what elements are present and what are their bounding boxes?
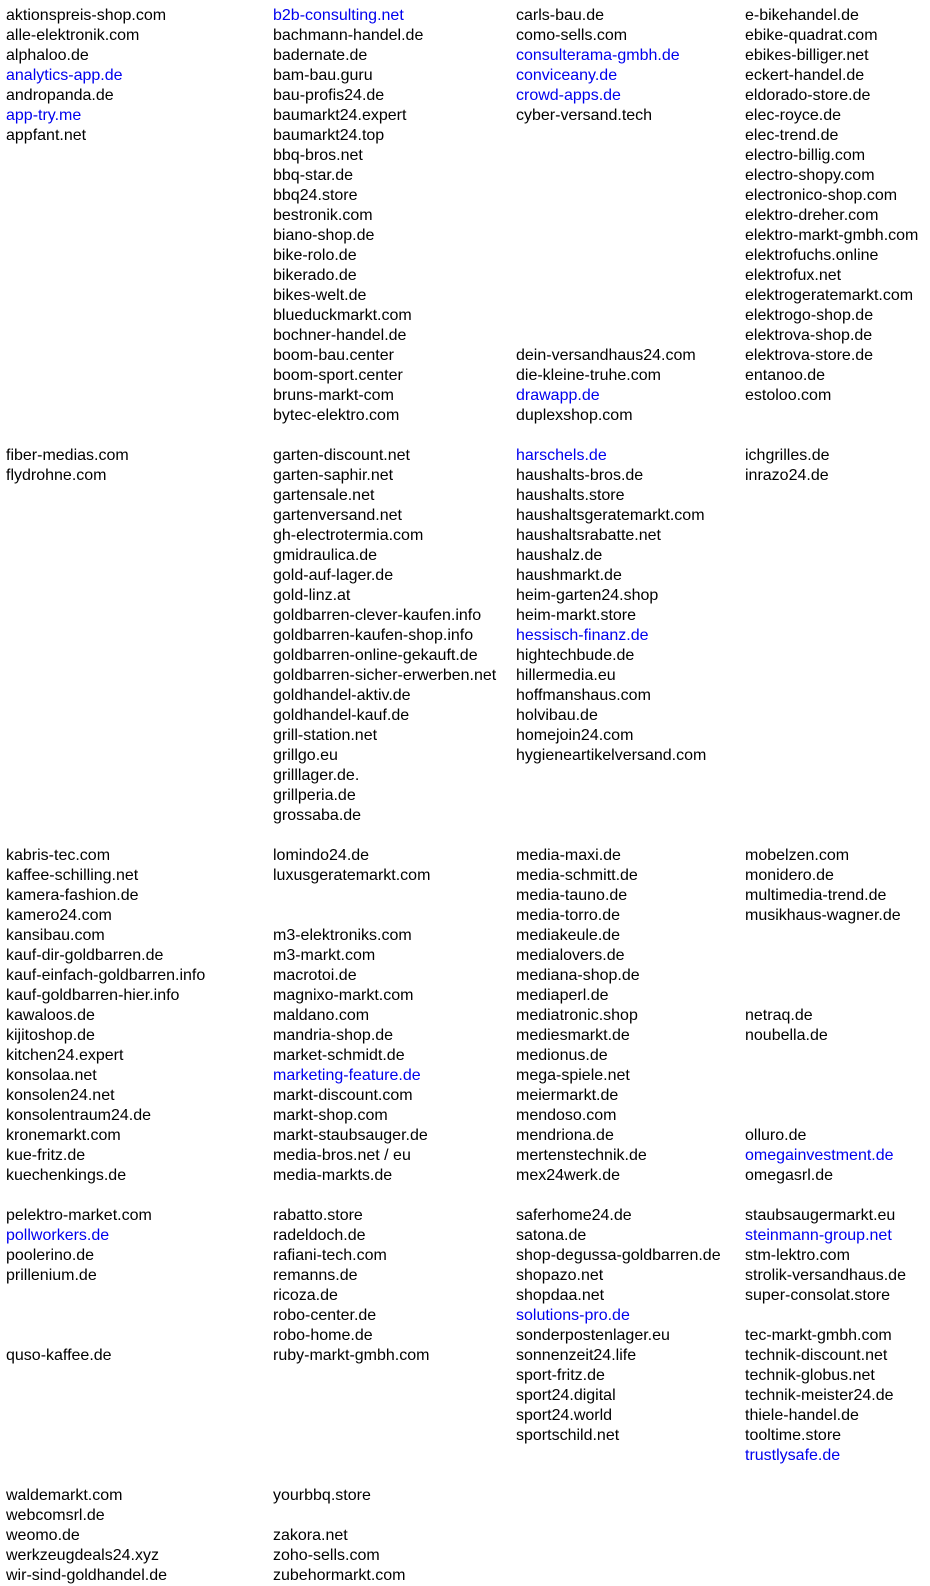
domain-entry: yourbbq.store [273, 1487, 371, 1504]
domain-entry: electro-billig.com [745, 147, 866, 164]
domain-entry: e-bikehandel.de [745, 7, 859, 24]
domain-entry: konsolaa.net [6, 1067, 97, 1084]
domain-entry: kaffee-schilling.net [6, 867, 139, 884]
domain-entry: sonderpostenlager.eu [516, 1327, 670, 1344]
domain-entry: entanoo.de [745, 367, 826, 384]
domain-entry: media-bros.net / eu [273, 1147, 411, 1164]
domain-entry: kauf-goldbarren-hier.info [6, 987, 180, 1004]
domain-entry: prillenium.de [6, 1267, 97, 1284]
domain-entry: satona.de [516, 1227, 587, 1244]
domain-entry: shop-degussa-goldbarren.de [516, 1247, 721, 1264]
domain-entry: meiermarkt.de [516, 1087, 619, 1104]
domain-entry: robo-home.de [273, 1327, 373, 1344]
domain-entry: estoloo.com [745, 387, 832, 404]
domain-entry: zakora.net [273, 1527, 348, 1544]
domain-entry: multimedia-trend.de [745, 887, 887, 904]
domain-link[interactable]: pollworkers.de [6, 1227, 110, 1244]
domain-entry: markt-shop.com [273, 1107, 388, 1124]
domain-entry: tec-markt-gmbh.com [745, 1327, 892, 1344]
domain-link[interactable]: solutions-pro.de [516, 1307, 630, 1324]
domain-entry: ricoza.de [273, 1287, 338, 1304]
domain-entry: sport24.world [516, 1407, 613, 1424]
domain-entry: markt-staubsauger.de [273, 1127, 428, 1144]
domain-entry: ruby-markt-gmbh.com [273, 1347, 430, 1364]
domain-entry: elektrova-store.de [745, 347, 874, 364]
domain-entry: heim-markt.store [516, 607, 637, 624]
domain-entry: mex24werk.de [516, 1167, 621, 1184]
domain-link[interactable]: consulterama-gmbh.de [516, 47, 680, 64]
domain-entry: carls-bau.de [516, 7, 605, 24]
domain-entry: magnixo-markt.com [273, 987, 414, 1004]
domain-entry: dein-versandhaus24.com [516, 347, 696, 364]
domain-entry: sport24.digital [516, 1387, 616, 1404]
domain-entry: bikerado.de [273, 267, 357, 284]
domain-entry: kansibau.com [6, 927, 105, 944]
domain-entry: waldemarkt.com [6, 1487, 123, 1504]
domain-entry: elec-trend.de [745, 127, 839, 144]
domain-link[interactable]: b2b-consulting.net [273, 7, 404, 24]
domain-entry: kamero24.com [6, 907, 112, 924]
domain-entry: duplexshop.com [516, 407, 633, 424]
domain-entry: bachmann-handel.de [273, 27, 424, 44]
domain-entry: bikes-welt.de [273, 287, 367, 304]
domain-entry: blueduckmarkt.com [273, 307, 412, 324]
domain-entry: tooltime.store [745, 1427, 842, 1444]
domain-entry: maldano.com [273, 1007, 370, 1024]
domain-entry: mobelzen.com [745, 847, 850, 864]
domain-entry: mediatronic.shop [516, 1007, 638, 1024]
domain-entry: poolerino.de [6, 1247, 95, 1264]
domain-entry: mediesmarkt.de [516, 1027, 630, 1044]
domain-entry: bau-profis24.de [273, 87, 385, 104]
domain-entry: weomo.de [6, 1527, 80, 1544]
domain-entry: wir-sind-goldhandel.de [6, 1567, 167, 1584]
domain-entry: bbq-bros.net [273, 147, 363, 164]
domain-entry: ebike-quadrat.com [745, 27, 878, 44]
domain-entry: goldbarren-clever-kaufen.info [273, 607, 482, 624]
domain-entry: super-consolat.store [745, 1287, 890, 1304]
domain-entry: pelektro-market.com [6, 1207, 152, 1224]
domain-entry: technik-globus.net [745, 1367, 875, 1384]
domain-entry: markt-discount.com [273, 1087, 413, 1104]
domain-entry: boom-bau.center [273, 347, 394, 364]
domain-entry: market-schmidt.de [273, 1047, 405, 1064]
domain-entry: elektrogeratemarkt.com [745, 287, 914, 304]
domain-entry: radeldoch.de [273, 1227, 366, 1244]
domain-entry: grilllager.de. [273, 767, 360, 784]
domain-link[interactable]: marketing-feature.de [273, 1067, 421, 1084]
domain-entry: m3-markt.com [273, 947, 376, 964]
domain-entry: zubehormarkt.com [273, 1567, 406, 1584]
domain-entry: olluro.de [745, 1127, 807, 1144]
domain-entry: medialovers.de [516, 947, 625, 964]
domain-entry: goldbarren-sicher-erwerben.net [273, 667, 497, 684]
domain-entry: haushmarkt.de [516, 567, 622, 584]
domain-entry: kawaloos.de [6, 1007, 95, 1024]
domain-entry: hillermedia.eu [516, 667, 616, 684]
domain-entry: media-schmitt.de [516, 867, 638, 884]
domain-entry: elektro-dreher.com [745, 207, 879, 224]
domain-entry: electronico-shop.com [745, 187, 898, 204]
domain-entry: remanns.de [273, 1267, 358, 1284]
domain-entry: bbq24.store [273, 187, 358, 204]
domain-entry: bruns-markt-com [273, 387, 394, 404]
domain-entry: werkzeugdeals24.xyz [6, 1547, 159, 1564]
domain-entry: mandria-shop.de [273, 1027, 394, 1044]
domain-entry: kauf-einfach-goldbarren.info [6, 967, 206, 984]
domain-entry: mendoso.com [516, 1107, 617, 1124]
domain-entry: baumarkt24.expert [273, 107, 407, 124]
domain-entry: media-torro.de [516, 907, 621, 924]
domain-entry: grill-station.net [273, 727, 378, 744]
domain-entry: rafiani-tech.com [273, 1247, 387, 1264]
domain-entry: netraq.de [745, 1007, 813, 1024]
domain-entry: elektrofuchs.online [745, 247, 879, 264]
domain-entry: konsolentraum24.de [6, 1107, 151, 1124]
domain-entry: holvibau.de [516, 707, 598, 724]
domain-entry: kabris-tec.com [6, 847, 111, 864]
domain-entry: sport-fritz.de [516, 1367, 605, 1384]
domain-entry: kuechenkings.de [6, 1167, 127, 1184]
domain-entry: electro-shopy.com [745, 167, 875, 184]
domain-entry: haushaltsrabatte.net [516, 527, 661, 544]
domain-entry: musikhaus-wagner.de [745, 907, 901, 924]
domain-entry: technik-discount.net [745, 1347, 888, 1364]
domain-entry: hygieneartikelversand.com [516, 747, 707, 764]
domain-entry: gold-linz.at [273, 587, 351, 604]
domain-entry: gartensale.net [273, 487, 375, 504]
domain-entry: gartenversand.net [273, 507, 402, 524]
domain-entry: inrazo24.de [745, 467, 829, 484]
domain-entry: eckert-handel.de [745, 67, 865, 84]
domain-entry: mediakeule.de [516, 927, 621, 944]
domain-link[interactable]: hessisch-finanz.de [516, 627, 649, 644]
domain-entry: monidero.de [745, 867, 834, 884]
domain-entry: flydrohne.com [6, 467, 107, 484]
domain-entry: goldbarren-online-gekauft.de [273, 647, 478, 664]
domain-entry: zoho-sells.com [273, 1547, 380, 1564]
domain-entry: grossaba.de [273, 807, 362, 824]
domain-entry: heim-garten24.shop [516, 587, 659, 604]
domain-link[interactable]: trustlysafe.de [745, 1447, 841, 1464]
domain-link[interactable]: omegainvestment.de [745, 1147, 894, 1164]
domain-link[interactable]: conviceany.de [516, 67, 618, 84]
domain-entry: elec-royce.de [745, 107, 842, 124]
domain-entry: m3-elektroniks.com [273, 927, 412, 944]
domain-entry: strolik-versandhaus.de [745, 1267, 906, 1284]
domain-entry: robo-center.de [273, 1307, 377, 1324]
domain-entry: goldhandel-kauf.de [273, 707, 410, 724]
domain-entry: kronemarkt.com [6, 1127, 121, 1144]
domain-entry: gh-electrotermia.com [273, 527, 424, 544]
domain-entry: goldhandel-aktiv.de [273, 687, 411, 704]
domain-entry: haushalts.store [516, 487, 625, 504]
domain-entry: elektrova-shop.de [745, 327, 873, 344]
domain-entry: badernate.de [273, 47, 368, 64]
domain-entry: elektrogo-shop.de [745, 307, 874, 324]
domain-entry: rabatto.store [273, 1207, 363, 1224]
domain-entry: garten-discount.net [273, 447, 410, 464]
domain-entry: boom-sport.center [273, 367, 403, 384]
domain-entry: kamera-fashion.de [6, 887, 139, 904]
domain-entry: mendriona.de [516, 1127, 614, 1144]
domain-entry: thiele-handel.de [745, 1407, 859, 1424]
domain-entry: saferhome24.de [516, 1207, 632, 1224]
domain-link[interactable]: app-try.me [6, 107, 82, 124]
domain-entry: bytec-elektro.com [273, 407, 400, 424]
domain-entry: bestronik.com [273, 207, 373, 224]
domain-entry: mediaperl.de [516, 987, 609, 1004]
domain-entry: hightechbude.de [516, 647, 635, 664]
domain-entry: ebikes-billiger.net [745, 47, 869, 64]
domain-entry: grillgo.eu [273, 747, 338, 764]
domain-entry: sportschild.net [516, 1427, 620, 1444]
domain-entry: gold-auf-lager.de [273, 567, 394, 584]
domain-entry: sonnenzeit24.life [516, 1347, 637, 1364]
domain-entry: alle-elektronik.com [6, 27, 140, 44]
domain-entry: garten-saphir.net [273, 467, 394, 484]
domain-entry: media-maxi.de [516, 847, 621, 864]
domain-entry: gmidraulica.de [273, 547, 378, 564]
domain-entry: haushalz.de [516, 547, 603, 564]
domain-entry: mertenstechnik.de [516, 1147, 647, 1164]
domain-entry: medionus.de [516, 1047, 608, 1064]
domain-entry: media-markts.de [273, 1167, 393, 1184]
domain-entry: mediana-shop.de [516, 967, 640, 984]
domain-entry: kitchen24.expert [6, 1047, 124, 1064]
domain-entry: eldorado-store.de [745, 87, 871, 104]
domain-entry: kauf-dir-goldbarren.de [6, 947, 164, 964]
domain-entry: shopdaa.net [516, 1287, 605, 1304]
domain-entry: bike-rolo.de [273, 247, 357, 264]
domain-entry: omegasrl.de [745, 1167, 834, 1184]
domain-entry: fiber-medias.com [6, 447, 129, 464]
domain-entry: andropanda.de [6, 87, 114, 104]
domain-entry: bochner-handel.de [273, 327, 407, 344]
domain-entry: alphaloo.de [6, 47, 89, 64]
domain-entry: elektrofux.net [745, 267, 842, 284]
domain-entry: lomindo24.de [273, 847, 370, 864]
domain-entry: cyber-versand.tech [516, 107, 653, 124]
domain-entry: goldbarren-kaufen-shop.info [273, 627, 474, 644]
domain-entry: die-kleine-truhe.com [516, 367, 661, 384]
domain-link[interactable]: drawapp.de [516, 387, 600, 404]
domain-entry: webcomsrl.de [6, 1507, 105, 1524]
domain-entry: bam-bau.guru [273, 67, 373, 84]
domain-entry: bbq-star.de [273, 167, 354, 184]
domain-entry: como-sells.com [516, 27, 628, 44]
domain-entry: noubella.de [745, 1027, 828, 1044]
domain-entry: homejoin24.com [516, 727, 634, 744]
domain-entry: konsolen24.net [6, 1087, 115, 1104]
domain-link[interactable]: harschels.de [516, 447, 607, 464]
domain-link[interactable]: steinmann-group.net [745, 1227, 892, 1244]
domain-entry: macrotoi.de [273, 967, 357, 984]
domain-entry: elektro-markt-gmbh.com [745, 227, 919, 244]
domain-entry: biano-shop.de [273, 227, 375, 244]
domain-entry: quso-kaffee.de [6, 1347, 112, 1364]
domain-entry: staubsaugermarkt.eu [745, 1207, 896, 1224]
domain-entry: media-tauno.de [516, 887, 628, 904]
domain-entry: appfant.net [6, 127, 87, 144]
domain-entry: baumarkt24.top [273, 127, 385, 144]
domain-entry: haushaltsgeratemarkt.com [516, 507, 705, 524]
domain-entry: hoffmanshaus.com [516, 687, 651, 704]
domain-entry: ichgrilles.de [745, 447, 830, 464]
domain-entry: grillperia.de [273, 787, 356, 804]
domain-entry: kijitoshop.de [6, 1027, 95, 1044]
domain-link[interactable]: analytics-app.de [6, 67, 123, 84]
domain-entry: luxusgeratemarkt.com [273, 867, 431, 884]
domain-link[interactable]: crowd-apps.de [516, 87, 621, 104]
domain-entry: stm-lektro.com [745, 1247, 850, 1264]
domain-entry: technik-meister24.de [745, 1387, 894, 1404]
domain-entry: mega-spiele.net [516, 1067, 630, 1084]
domain-entry: shopazo.net [516, 1267, 604, 1284]
domain-entry: kue-fritz.de [6, 1147, 86, 1164]
domain-entry: aktionspreis-shop.com [6, 7, 167, 24]
domain-entry: haushalts-bros.de [516, 467, 644, 484]
